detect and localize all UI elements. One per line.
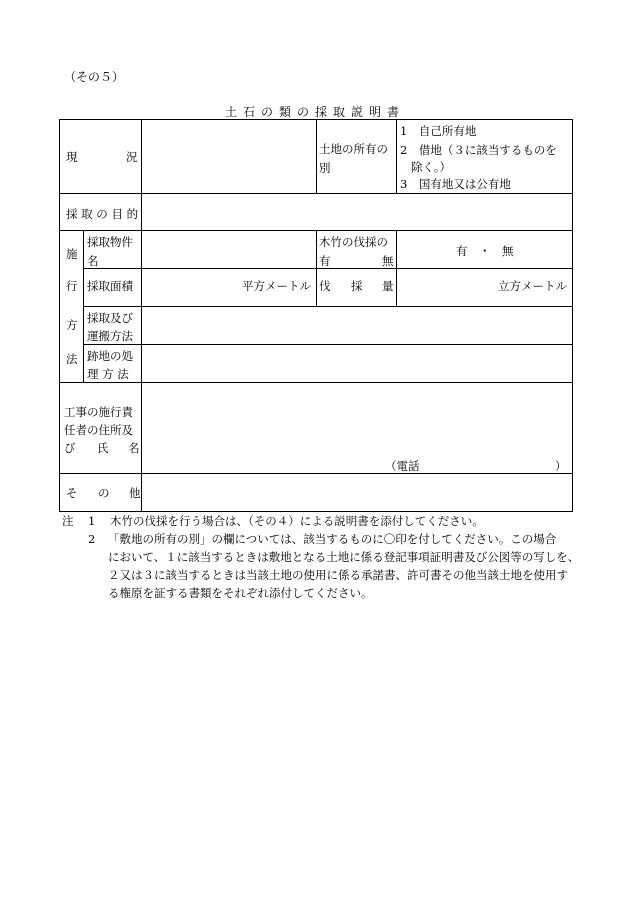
method-label-4: 法 bbox=[66, 352, 78, 366]
genkyo-label-1: 現 bbox=[66, 150, 78, 164]
other-label-3: 他 bbox=[129, 486, 141, 500]
phone-label: （電話 bbox=[385, 459, 420, 473]
note-1-text: 木竹の伐採を行う場合は、（その４）による説明書を添付してください。 bbox=[110, 514, 484, 528]
col-felling-left bbox=[316, 230, 317, 306]
col-felling-right bbox=[396, 230, 397, 306]
rule-after-genkyo bbox=[60, 193, 572, 194]
col-label-divider bbox=[141, 120, 142, 511]
method-label-3: 方 bbox=[66, 318, 78, 332]
note-2-line-4: る権原を証する書類をそれぞれ添付してください。 bbox=[108, 586, 373, 600]
form-caption: （その５） bbox=[64, 70, 125, 84]
item-label-1: 採取物件 bbox=[87, 235, 133, 249]
ownership-option-2: 2 借地（３に該当するものを bbox=[400, 143, 557, 157]
phone-close: ） bbox=[555, 459, 567, 473]
fell-amount-label-1: 伐 bbox=[319, 279, 331, 293]
manager-label-5: 名 bbox=[128, 441, 140, 455]
item-label-2: 名 bbox=[87, 254, 99, 268]
ownership-label-2: 別 bbox=[319, 161, 331, 175]
transport-label-1: 採取及び bbox=[87, 311, 133, 325]
col-ownership-right bbox=[396, 120, 397, 193]
col-method-divider bbox=[83, 230, 84, 382]
form-table bbox=[59, 119, 573, 512]
ownership-option-2-cont: 除く。） bbox=[411, 160, 452, 174]
col-ownership-left bbox=[316, 120, 317, 193]
felling-value: 有 ・ 無 bbox=[456, 244, 514, 258]
other-label-2: の bbox=[98, 486, 110, 500]
fell-amount-label-2: 採 bbox=[351, 279, 363, 293]
manager-label-3: び bbox=[64, 441, 76, 455]
area-label: 採取面積 bbox=[87, 279, 133, 293]
note-2-number: 2 bbox=[88, 532, 96, 546]
felling-label-1: 木竹の伐採の bbox=[319, 235, 388, 249]
site-label-1: 跡地の処 bbox=[87, 349, 133, 363]
method-label-1: 施 bbox=[66, 247, 78, 261]
rule-after-item bbox=[83, 268, 572, 269]
method-label-2: 行 bbox=[66, 279, 78, 293]
ownership-option-1: 1 自己所有地 bbox=[400, 124, 477, 138]
ownership-option-3: 3 国有地又は公有地 bbox=[400, 177, 511, 191]
site-label-2: 理 方 法 bbox=[87, 367, 129, 381]
note-1-number: 1 bbox=[88, 514, 96, 528]
transport-label-2: 運搬方法 bbox=[87, 329, 133, 343]
manager-label-1: 工事の施行責 bbox=[64, 405, 133, 419]
purpose-label: 採 取 の 目 的 bbox=[66, 207, 139, 221]
note-2-line-1: 「敷地の所有の別」の欄については、該当するものに〇印を付してください。この場合 bbox=[108, 532, 557, 546]
felling-label-3: 無 bbox=[382, 254, 394, 268]
felling-label-2: 有 bbox=[319, 254, 331, 268]
volume-unit: 立方メートル bbox=[498, 279, 567, 293]
form-title: 土石の類の採取説明書 bbox=[224, 105, 405, 119]
manager-label-4: 氏 bbox=[97, 441, 109, 455]
rule-after-transport bbox=[83, 344, 572, 345]
note-2-line-3: ２又は３に該当するときは当該土地の使用に係る承諾書、許可書その他当該土地を使用す bbox=[108, 568, 568, 582]
manager-label-2: 任者の住所及 bbox=[64, 423, 133, 437]
rule-after-method bbox=[60, 382, 572, 383]
rule-after-area bbox=[83, 306, 572, 307]
other-label-1: そ bbox=[66, 486, 78, 500]
note-2-line-2: において、１に該当するときは敷地となる土地に係る登記事項証明書及び公図等の写しを、 bbox=[108, 550, 580, 564]
area-unit: 平方メートル bbox=[242, 279, 311, 293]
fell-amount-label-3: 量 bbox=[382, 279, 394, 293]
notes-prefix: 注 bbox=[62, 514, 74, 528]
genkyo-label-2: 況 bbox=[126, 150, 138, 164]
ownership-label-1: 土地の所有の bbox=[319, 142, 388, 156]
rule-after-manager bbox=[60, 473, 572, 474]
